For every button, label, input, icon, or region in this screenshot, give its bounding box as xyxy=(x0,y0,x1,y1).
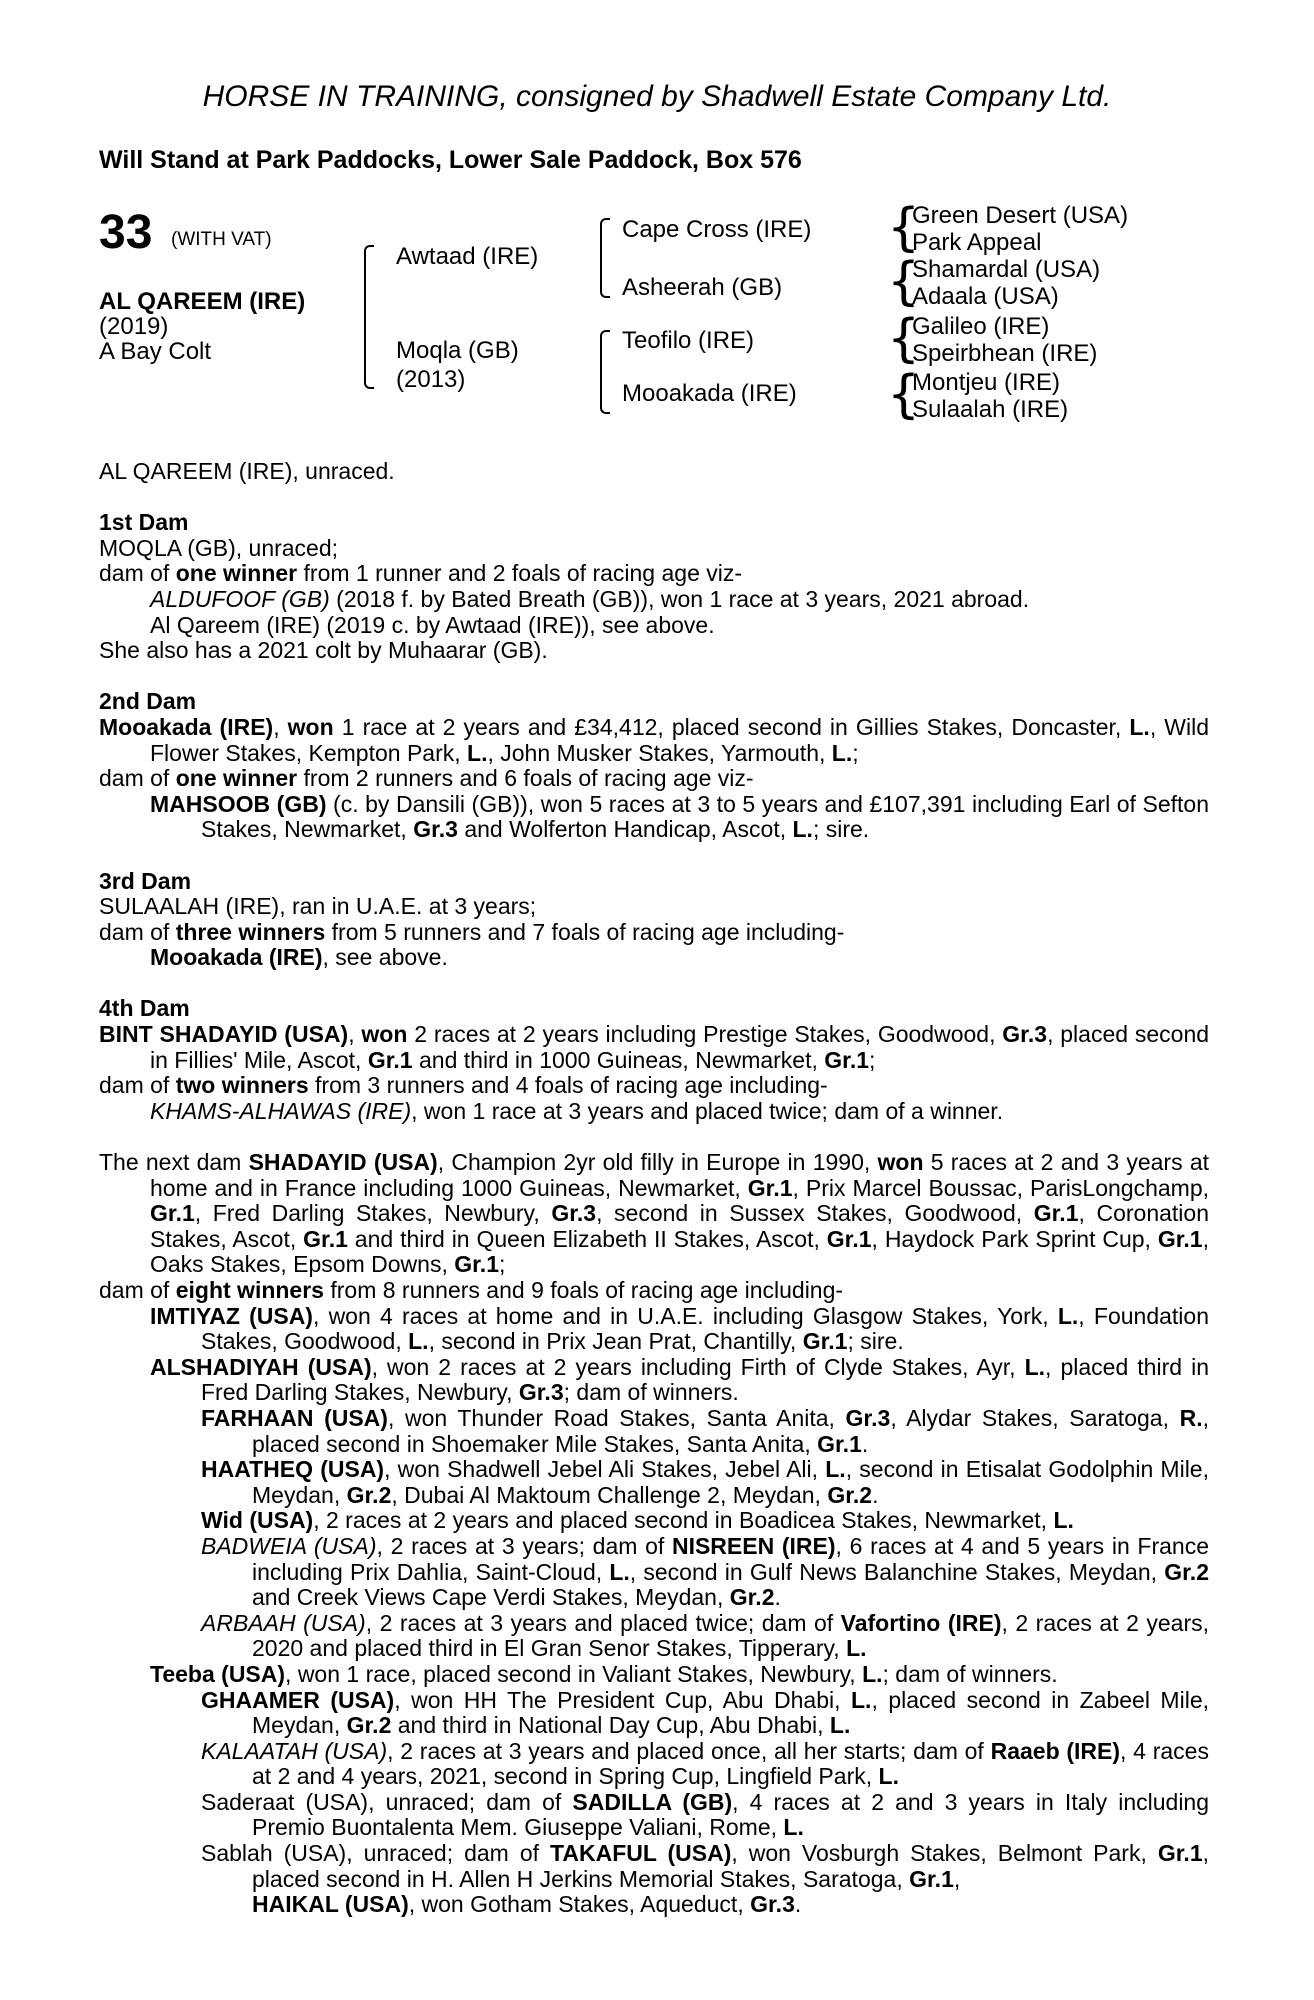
text-run: , second in Sussex Stakes, Goodwood, xyxy=(596,1200,1034,1227)
bold-run: L. xyxy=(851,1686,872,1713)
pedigree-gen3-item: Speirbhean (IRE) xyxy=(912,340,1098,367)
text-run: AL QAREEM (IRE), unraced. xyxy=(99,458,395,484)
bold-run: Vafortino (IRE) xyxy=(840,1609,1002,1636)
text-run: from 5 runners and 7 foals of racing age including- xyxy=(325,918,845,945)
text-run: , Alydar Stakes, Saratoga, xyxy=(890,1404,1180,1431)
bold-run: Gr.2 xyxy=(346,1712,392,1739)
pedigree-paragraph xyxy=(99,894,1209,920)
pedigree-paragraph xyxy=(99,1611,1209,1662)
text-run: , Prix Marcel Boussac, ParisLongchamp, xyxy=(792,1174,1209,1201)
lot-number: 33 xyxy=(99,206,153,259)
italic-run: ARBAAH (USA) xyxy=(201,1609,366,1636)
text-run: Al Qareem (IRE) (2019 c. by Awtaad (IRE)), see above. xyxy=(150,611,715,638)
bold-run: won xyxy=(877,1149,924,1176)
horse-year: (2019) xyxy=(99,313,169,340)
bold-run: Mooakada (IRE) xyxy=(150,944,323,971)
pedigree-gen3-item: Sulaalah (IRE) xyxy=(912,396,1069,423)
text-run: . xyxy=(794,1891,802,1918)
text-run: and Creek Views Cape Verdi Stakes, Meydan, xyxy=(252,1584,730,1611)
pedigree-brace-3a: { xyxy=(887,198,921,258)
text-run: MOQLA (GB), unraced; xyxy=(99,534,339,561)
text-run: ; xyxy=(499,1251,506,1278)
bold-run: Raaeb (IRE) xyxy=(990,1737,1121,1764)
bold-run: L. xyxy=(1057,1302,1079,1329)
pedigree-gen2-item: Mooakada (IRE) xyxy=(622,380,797,407)
bold-run: Gr.3 xyxy=(551,1200,597,1227)
text-run: , xyxy=(273,713,288,740)
text-run: . xyxy=(872,1481,879,1508)
bold-run: IMTIYAZ (USA) xyxy=(150,1302,313,1329)
italic-run: BADWEIA (USA) xyxy=(201,1532,377,1559)
pedigree-paragraph xyxy=(99,1534,1209,1611)
text-run: 2nd Dam xyxy=(99,688,197,715)
bold-run: Gr.3 xyxy=(1002,1021,1048,1048)
text-run: , won HH The President Cup, Abu Dhabi, xyxy=(394,1686,851,1713)
bold-run: Gr.2 xyxy=(346,1481,392,1508)
pedigree-paragraph xyxy=(99,1662,1209,1688)
pedigree-paragraph xyxy=(99,920,1209,946)
bold-run: R. xyxy=(1179,1404,1203,1431)
pedigree-gen3-item: Montjeu (IRE) xyxy=(912,369,1061,396)
text-run: , won Gotham Stakes, Aqueduct, xyxy=(408,1891,751,1918)
section-heading xyxy=(99,689,1209,715)
bold-run: SADILLA (GB) xyxy=(572,1788,733,1815)
text-run: , Champion 2yr old filly in Europe in 1990, xyxy=(437,1149,878,1176)
bold-run: Gr.3 xyxy=(518,1379,564,1406)
text-run: , xyxy=(348,1021,362,1048)
text-run: . xyxy=(861,1430,869,1457)
text-run: 1 race at 2 years and £34,412, placed second in Gillies Stakes, Doncaster, xyxy=(333,713,1130,740)
text-run: ; xyxy=(852,739,859,766)
bold-run: Gr.1 xyxy=(824,1046,870,1073)
bold-run: L. xyxy=(783,1814,804,1841)
pedigree-brace-3b: { xyxy=(887,252,921,312)
text-run: dam of xyxy=(99,1277,176,1303)
text-run: , Wild Flower Stakes, Kempton Park, xyxy=(150,713,1210,766)
text-run: , 2 races at 2 years and placed second in Boadicea Stakes, Newmarket, xyxy=(313,1507,1054,1534)
text-run: , won 4 races at home and in U.A.E. including Glasgow Stakes, York, xyxy=(312,1302,1058,1329)
pedigree-paragraph xyxy=(99,613,1209,639)
pedigree-paragraph xyxy=(99,1022,1209,1073)
bold-run: one winner xyxy=(175,765,298,792)
text-run: , second in Gulf News Balanchine Stakes, Meydan, xyxy=(629,1558,1165,1585)
text-run: , 2 races at 2 years, 2020 and placed third in El Gran Senor Stakes, Tipperary, xyxy=(252,1609,1209,1662)
bold-run: Gr.1 xyxy=(1033,1200,1079,1227)
text-run: Saderaat (USA), unraced; dam of xyxy=(201,1788,573,1815)
pedigree-paragraph xyxy=(99,1099,1209,1125)
pedigree-paragraph xyxy=(99,587,1209,613)
bold-run: Gr.2 xyxy=(1164,1558,1209,1585)
pedigree-paragraph xyxy=(99,1278,1209,1304)
bold-run: Gr.1 xyxy=(454,1251,499,1278)
pedigree-gen2-item: Asheerah (GB) xyxy=(622,274,783,301)
bold-run: L. xyxy=(1129,713,1150,740)
bold-run: L. xyxy=(846,1635,867,1662)
text-run: . xyxy=(774,1584,781,1611)
text-run: from 3 runners and 4 foals of racing age including- xyxy=(308,1072,828,1099)
text-run: , 2 races at 3 years and placed twice; dam of xyxy=(365,1609,841,1636)
bold-run: Gr.3 xyxy=(413,816,458,843)
pedigree-sire: Awtaad (IRE) xyxy=(396,243,539,270)
italic-run: ALDUFOOF (GB) xyxy=(150,585,330,612)
text-run: ; dam of winners. xyxy=(563,1379,739,1406)
bold-run: BINT SHADAYID (USA) xyxy=(99,1021,349,1048)
bold-run: L. xyxy=(831,739,853,766)
pedigree-paragraph xyxy=(99,536,1209,562)
text-run: and Wolferton Handicap, Ascot, xyxy=(457,816,793,843)
pedigree-bracket-dam xyxy=(600,330,610,414)
text-run: ; sire. xyxy=(847,1328,904,1355)
pedigree-paragraph xyxy=(99,459,1209,485)
text-run: (c. by Dansili (GB)), won 5 races at 3 to 5 years and £107,391 including Earl of Sefton Stakes, Newmarket, xyxy=(201,790,1209,843)
bold-run: TAKAFUL (USA) xyxy=(550,1840,732,1867)
bold-run: HAATHEQ (USA) xyxy=(201,1456,385,1483)
text-run: , second in Etisalat Godolphin Mile, Meydan, xyxy=(252,1456,1209,1508)
bold-run: L. xyxy=(609,1558,630,1585)
text-run: , won Thunder Road Stakes, Santa Anita, xyxy=(387,1404,846,1431)
text-run: , placed second in Zabeel Mile, Meydan, xyxy=(252,1686,1209,1739)
section-heading xyxy=(99,510,1209,536)
pedigree-paragraph xyxy=(99,638,1209,664)
text-run: , 2 races at 3 years; dam of xyxy=(376,1532,672,1559)
text-run: , won 1 race at 3 years and placed twice; dam of a winner. xyxy=(411,1097,1004,1124)
bold-run: L. xyxy=(829,1712,851,1739)
horse-description: A Bay Colt xyxy=(99,338,212,365)
pedigree-gen3-item: Park Appeal xyxy=(912,229,1042,256)
paragraph-gap xyxy=(99,971,1209,997)
text-run: , xyxy=(953,1865,961,1892)
pedigree-paragraph xyxy=(99,561,1209,587)
bold-run: won xyxy=(361,1021,408,1048)
pedigree-paragraph xyxy=(99,766,1209,792)
text-run: dam of xyxy=(99,1072,176,1099)
text-run: , placed second in H. Allen H Jerkins Memorial Stakes, Saratoga, xyxy=(252,1840,1210,1892)
bold-run: one winner xyxy=(175,560,298,587)
bold-run: Gr.1 xyxy=(367,1046,413,1073)
bold-run: Gr.1 xyxy=(909,1865,954,1892)
bold-run: Gr.1 xyxy=(802,1328,848,1355)
bold-run: L. xyxy=(878,1763,899,1790)
pedigree-gen2-item: Teofilo (IRE) xyxy=(622,327,755,354)
bold-run: eight winners xyxy=(175,1277,324,1303)
bold-run: ALSHADIYAH (USA) xyxy=(150,1353,372,1380)
text-run: , John Musker Stakes, Yarmouth, xyxy=(487,739,832,766)
text-run: 2 races at 2 years including Prestige Stakes, Goodwood, xyxy=(407,1021,1003,1048)
vat-note: (WITH VAT) xyxy=(171,229,272,250)
bold-run: MAHSOOB (GB) xyxy=(150,790,327,817)
bold-run: SHADAYID (USA) xyxy=(248,1149,438,1176)
text-run: , won 1 race, placed second in Valiant Stakes, Newbury, xyxy=(285,1660,863,1687)
text-run: , Coronation Stakes, Ascot, xyxy=(150,1200,1209,1252)
text-run: ; xyxy=(869,1046,876,1073)
paragraph-gap xyxy=(99,1124,1209,1150)
text-run: from 2 runners and 6 foals of racing age viz- xyxy=(297,765,754,792)
text-run: , 4 races at 2 and 4 years, 2021, second in Spring Cup, Lingfield Park, xyxy=(252,1737,1209,1790)
horse-name: AL QAREEM (IRE) xyxy=(99,288,306,315)
bold-run: L. xyxy=(825,1456,846,1483)
bold-run: FARHAAN (USA) xyxy=(201,1404,388,1431)
bold-run: Gr.3 xyxy=(845,1404,891,1431)
text-run: SULAALAH (IRE), ran in U.A.E. at 3 years; xyxy=(99,893,537,920)
pedigree-gen3-item: Shamardal (USA) xyxy=(912,256,1101,283)
pedigree-notes xyxy=(99,459,1209,1918)
bold-run: Wid (USA) xyxy=(201,1507,314,1534)
bold-run: won xyxy=(287,713,334,740)
text-run: and third in 1000 Guineas, Newmarket, xyxy=(412,1046,825,1073)
text-run: (2018 f. by Bated Breath (GB)), won 1 race at 3 years, 2021 abroad. xyxy=(329,585,1030,612)
bold-run: Teeba (USA) xyxy=(150,1660,286,1687)
text-run: , won Vosburgh Stakes, Belmont Park, xyxy=(731,1840,1158,1867)
pedigree-paragraph xyxy=(99,1790,1209,1841)
text-run: , Haydock Park Sprint Cup, xyxy=(871,1225,1158,1252)
pedigree-gen3-item: Galileo (IRE) xyxy=(912,313,1050,340)
bold-run: HAIKAL (USA) xyxy=(252,1891,409,1918)
pedigree-paragraph xyxy=(99,1355,1209,1406)
pedigree-dam: Moqla (GB) xyxy=(396,337,519,364)
text-run: , Fred Darling Stakes, Newbury, xyxy=(194,1200,552,1227)
text-run: and third in Queen Elizabeth II Stakes, Ascot, xyxy=(347,1225,827,1252)
text-run: , won 2 races at 2 years including Firth of Clyde Stakes, Ayr, xyxy=(371,1353,1025,1380)
paragraph-gap xyxy=(99,664,1209,690)
text-run: The next dam xyxy=(99,1149,249,1176)
pedigree-dam-year: (2013) xyxy=(396,366,466,393)
bold-run: Gr.1 xyxy=(1157,1840,1203,1867)
bold-run: L. xyxy=(467,739,488,766)
paragraph-gap xyxy=(99,485,1209,511)
pedigree-brace-3d: { xyxy=(887,365,921,425)
text-run: ; sire. xyxy=(812,816,870,843)
bold-run: GHAAMER (USA) xyxy=(201,1686,395,1713)
text-run: from 8 runners and 9 foals of racing age including- xyxy=(323,1277,844,1303)
section-heading xyxy=(99,996,1209,1022)
text-run: 4th Dam xyxy=(99,995,190,1022)
pedigree-gen3-item: Green Desert (USA) xyxy=(912,202,1129,229)
bold-run: Gr.1 xyxy=(150,1200,195,1227)
text-run: and third in National Day Cup, Abu Dhabi, xyxy=(391,1712,830,1739)
text-run: 5 races at 2 and 3 years at home and in France including 1000 Guineas, Newmarket, xyxy=(150,1149,1210,1201)
text-run: , 2 races at 3 years and placed once, all her starts; dam of xyxy=(387,1737,991,1764)
pedigree-paragraph xyxy=(99,1841,1209,1892)
text-run: ; dam of winners. xyxy=(882,1660,1058,1687)
pedigree-paragraph xyxy=(99,1688,1209,1739)
pedigree-bracket-main xyxy=(364,245,374,389)
section-heading xyxy=(99,869,1209,895)
bold-run: two winners xyxy=(175,1072,309,1099)
pedigree-paragraph xyxy=(99,945,1209,971)
pedigree-paragraph xyxy=(99,1150,1209,1278)
pedigree-bracket-sire xyxy=(600,218,610,298)
pedigree-paragraph xyxy=(99,1073,1209,1099)
text-run: , Foundation Stakes, Goodwood, xyxy=(201,1302,1209,1355)
pedigree-paragraph xyxy=(99,1508,1209,1534)
text-run: dam of xyxy=(99,560,176,587)
bold-run: Gr.1 xyxy=(747,1174,793,1201)
pedigree-paragraph xyxy=(99,1739,1209,1790)
paragraph-gap xyxy=(99,843,1209,869)
page-title: HORSE IN TRAINING, consigned by Shadwell Estate Company Ltd. xyxy=(202,80,1112,113)
text-run: 1st Dam xyxy=(99,509,189,536)
pedigree-paragraph xyxy=(99,1457,1209,1508)
text-run: , placed second in Fillies' Mile, Ascot, xyxy=(150,1021,1210,1073)
text-run: from 1 runner and 2 foals of racing age viz- xyxy=(297,560,743,587)
bold-run: L. xyxy=(792,816,813,843)
bold-run: Mooakada (IRE) xyxy=(99,713,274,740)
page-subtitle: Will Stand at Park Paddocks, Lower Sale Paddock, Box 576 xyxy=(99,146,802,174)
pedigree-paragraph xyxy=(99,1892,1209,1918)
text-run: Sablah (USA), unraced; dam of xyxy=(201,1840,551,1867)
bold-run: Gr.1 xyxy=(1157,1225,1203,1252)
text-run: She also has a 2021 colt by Muhaarar (GB). xyxy=(99,637,548,664)
pedigree-paragraph xyxy=(99,792,1209,843)
text-run: dam of xyxy=(99,765,176,792)
bold-run: Gr.1 xyxy=(826,1225,872,1252)
bold-run: Gr.1 xyxy=(303,1225,348,1252)
text-run: dam of xyxy=(99,918,176,945)
pedigree-paragraph xyxy=(99,1406,1209,1457)
text-run: , see above. xyxy=(322,944,448,971)
pedigree-paragraph xyxy=(99,1304,1209,1355)
bold-run: NISREEN (IRE) xyxy=(671,1532,836,1559)
italic-run: KHAMS-ALHAWAS (IRE) xyxy=(150,1097,412,1124)
text-run: , placed third in Fred Darling Stakes, Newbury, xyxy=(201,1353,1209,1406)
text-run: 3rd Dam xyxy=(99,867,192,894)
bold-run: L. xyxy=(862,1660,883,1687)
bold-run: Gr.3 xyxy=(750,1891,795,1918)
text-run: , placed second in Shoemaker Mile Stakes, Santa Anita, xyxy=(252,1404,1209,1457)
text-run: , second in Prix Jean Prat, Chantilly, xyxy=(428,1328,803,1355)
pedigree-gen3-item: Adaala (USA) xyxy=(912,283,1059,310)
bold-run: three winners xyxy=(175,918,326,945)
bold-run: L. xyxy=(408,1328,429,1355)
text-run: , Oaks Stakes, Epsom Downs, xyxy=(150,1225,1209,1278)
bold-run: L. xyxy=(1024,1353,1046,1380)
text-run: , 6 races at 4 and 5 years in France including Prix Dahlia, Saint-Cloud, xyxy=(252,1532,1209,1585)
bold-run: L. xyxy=(1053,1507,1074,1534)
bold-run: Gr.2 xyxy=(729,1584,775,1611)
italic-run: KALAATAH (USA) xyxy=(201,1737,388,1764)
pedigree-brace-3c: { xyxy=(887,309,921,369)
text-run: , 4 races at 2 and 3 years in Italy including Premio Buontalenta Mem. Giuseppe Valiani, Rome, xyxy=(252,1788,1210,1841)
pedigree-gen2-item: Cape Cross (IRE) xyxy=(622,216,812,243)
bold-run: Gr.1 xyxy=(817,1430,862,1457)
text-run: , Dubai Al Maktoum Challenge 2, Meydan, xyxy=(391,1481,828,1508)
pedigree-paragraph xyxy=(99,715,1209,766)
text-run: , won Shadwell Jebel Ali Stakes, Jebel Ali, xyxy=(384,1456,826,1483)
bold-run: Gr.2 xyxy=(827,1481,873,1508)
